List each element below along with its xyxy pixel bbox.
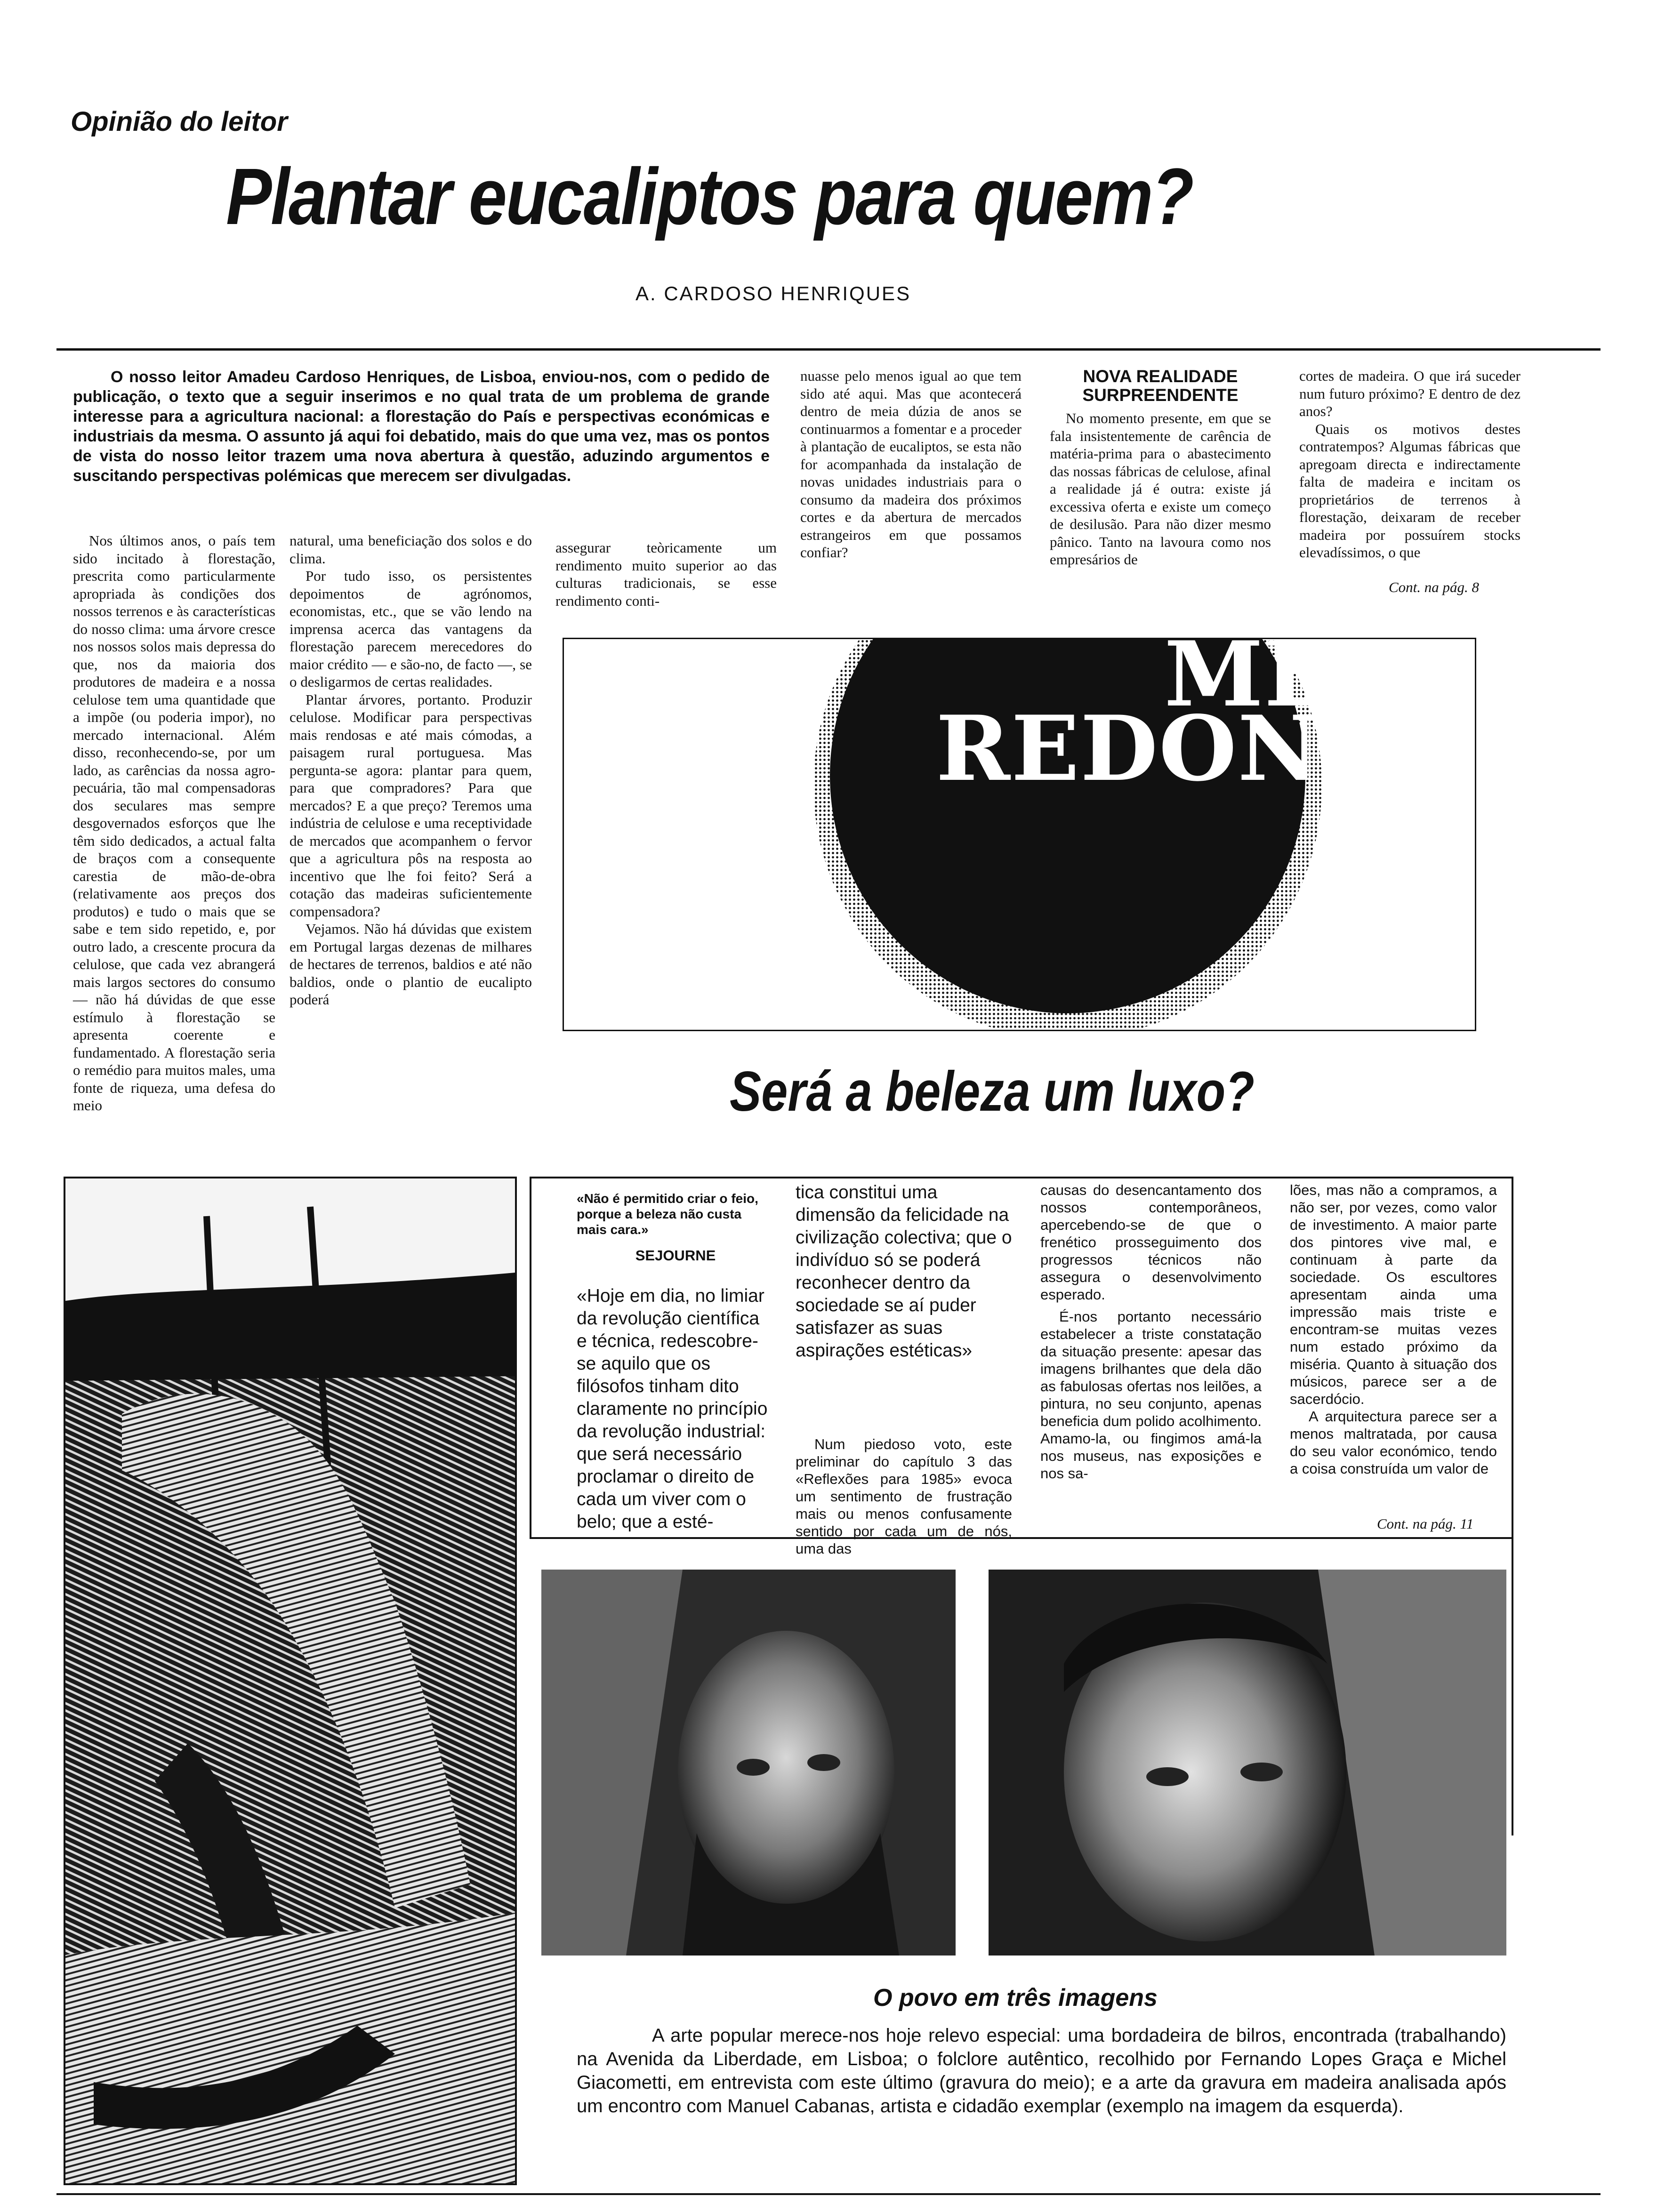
article2-column-2a: tica constitui uma dimensão da felicidade na civilização colectiva; que o indivíduo só se poderá reconhecer dentro da sociedade se aí puder satisfazer as suas aspirações estéticas» (796, 1182, 1012, 1361)
paragraph: Vejamos. Não há dúvidas que existem em Portugal largas dezenas de milhares de hectares de terrenos, baldios e até não baldios, onde o plantio de eucalipto poderá (290, 921, 532, 1008)
paragraph: Nos últimos anos, o país tem sido incitado à florestação, prescrita como particularmente apropriada às condições dos nossos terrenos e às características do nosso clima: uma árvore cresce nos nossos solos mais depressa do que, nos da maioria dos produtores de madeira e a nossa celulose tem uma quantidade que a impõe (ou poderia impor), no mercado internacional. Além disso, reconhecendo-se, por um lado, as carências da nossa agro-pecuária, tão mal compensadoras dos seculares mas sempre desgovernados esforços que lhe têm sido dedicados, a actual falta de braços com a consequente carestia de mão-de-obra (relativamente aos preços dos produtos) e tudo o mais que se sabe e tem sido repetido, e, por outro lado, a crescente procura da celulose, que cada vez abrangerá mais largos sectores do consumo — não há dúvidas de que esse estímulo à florestação se apresenta coerente e fundamentado. A florestação seria o remédio para muitos males, uma fonte de riqueza, uma defesa do meio (73, 532, 275, 1114)
paragraph: Plantar árvores, portanto. Produzir celulose. Modificar para perspectivas mais rendosas e até mais cómodas, a paisagem rural portuguesa. Mas pergunta-se agora: plantar para quem, para que compradores? Para que mercados? E a que preço? Teremos uma indústria de celulose e uma receptividade de mercados que acompanhem o fervor que a agricultura pôs na resposta ao incentivo que lhe foi feito? Será a cotação das madeiras suficientemente compensadora? (290, 691, 532, 920)
frame-top (530, 1177, 1513, 1178)
article-column-5 (1299, 367, 1520, 561)
paragraph: nuasse pelo menos igual ao que tem sido até aqui. Mas que acontecerá dentro de meia dúzia de anos se continuarmos a fomentar e a proceder à plantação de eucaliptos, se esta não for acompanhada da instalação de novas unidades industriais para o consumo da madeira dos próximos cortes e da abertura de mercados estrangeiros em que possamos confiar? (800, 368, 1022, 561)
mesa-redonda-title: MESA REDONDA (936, 638, 1469, 801)
woodcut-engraving-image (64, 1177, 517, 2185)
paragraph: Quais os motivos destes contratempos? Algumas fábricas que apregoam directa e indirectamente falta de madeira e incitam os proprietários de terrenos à florestação, deixaram de receber madeira por possuírem stocks elevadíssimos, o que (1299, 420, 1520, 561)
paragraph: No momento presente, em que se fala insistentemente de carência de matéria-prima para o abastecimento das nossas fábricas de celulose, afinal a realidade já é outra: existe já excessiva oferta e existe um começo de desilusão. Para não dizer mesmo pânico. Tanto na lavoura como nos empresários de (1050, 410, 1271, 568)
subheading: NOVA REALIDADE SURPREENDENTE (1082, 367, 1239, 405)
photo-caption-body: A arte popular merece-nos hoje relevo especial: uma bordadeira de bilros, encontrada (trabalhando) na Avenida da Liberdade, em Lisboa; o folclore autêntico, recolhido por Fernando Lopes Graça e Michel Giacometti, em entrevista com este último (gravura do meio); e a arte da gravura em madeira analisada após um encontro com Manuel Cabanas, artista e cidadão exemplar (exemplo na imagem da esquerda). (577, 2025, 1506, 2116)
section-kicker: Opinião do leitor (71, 106, 288, 137)
article2-headline: Será a beleza um luxo? (730, 1060, 1255, 1123)
article-column-1 (73, 532, 275, 1114)
paragraph: Por tudo isso, os persistentes depoimentos de agrónomos, economistas, etc., que se vão lendo na imprensa acerca das vantagens da florestação parecem merecedores do maior crédito — e são-no, de facto —, se o desligarmos de certas realidades. (290, 568, 532, 690)
article-column-2 (290, 532, 532, 1009)
paragraph: natural, uma beneficiação dos solos e do clima. (290, 532, 532, 567)
photo-caption-title: O povo em três imagens (873, 1984, 1158, 2012)
mesa-redonda-banner (563, 638, 1476, 1031)
article-column-3a (555, 539, 777, 609)
photo-graphic (989, 1570, 1506, 1956)
article-headline: Plantar eucaliptos para quem? (226, 152, 1193, 241)
article-column-4 (1050, 409, 1271, 569)
paragraph: assegurar teòricamente um rendimento muito superior ao das culturas tradicionais, se esse rendimento conti- (555, 539, 777, 609)
bottom-rule (56, 2193, 1601, 2195)
article-intro: O nosso leitor Amadeu Cardoso Henriques, de Lisboa, enviou-nos, com o pedido de publicação, o texto que a seguir inserimos e no qual trata de um problema de grande interesse para a agricultura nacional: a florestação do País e perspectivas económicas e industriais da mesma. O assunto já aqui foi debatido, mais do que uma vez, mas os pontos de vista do nosso leitor trazem uma nova abertura à questão, aduzindo argumentos e suscitando perspectivas polémicas que merecem ser divulgadas. (73, 368, 770, 485)
article-column-3b (800, 367, 1022, 561)
portrait-photo-bearded-man (541, 1570, 956, 1956)
continued-note: Cont. na pág. 11 (1377, 1515, 1474, 1532)
byline: A. CARDOSO HENRIQUES (635, 282, 911, 305)
top-rule (56, 348, 1601, 351)
woodcut-illustration (65, 1178, 515, 2183)
quote-author: SEJOURNE (635, 1247, 716, 1264)
article2-column-4: lões, mas não a compramos, a não ser, por vezes, como valor de investimento. A maior parte dos pintores vive mal, e continuam à parte da sociedade. Os escultores apresentam ainda uma impressão mais triste e encontram-se muitas vezes num estado próximo da miséria. Quanto à situação dos músicos, parece ser a de sacerdócio. A arquitectura parece ser a menos maltratada, por causa do seu valor económico, tendo a coisa construída um valor de (1290, 1182, 1497, 1477)
portrait-photo-man (989, 1570, 1506, 1956)
article2-column-1: «Hoje em dia, no limiar da revolução científica e técnica, redescobre-se aquilo que os filósofos tinham dito claramente no princípio da revolução industrial: que será necessário proclamar o direito de cada um viver com o belo; que a esté- (577, 1286, 768, 1532)
frame-right (1512, 1177, 1513, 1835)
paragraph: cortes de madeira. O que irá suceder num futuro próximo? E dentro de dez anos? (1299, 368, 1520, 419)
frame-left (530, 1177, 531, 1539)
frame-bottom (530, 1537, 1513, 1539)
continued-note: Cont. na pág. 8 (1389, 579, 1480, 595)
photo-graphic (541, 1570, 956, 1956)
article2-column-2b: Num piedoso voto, este preliminar do capítulo 3 das «Reflexões para 1985» evoca um sentimento de frustração mais ou menos confusamente sentido por cada um de nós, uma das (796, 1436, 1012, 1557)
article2-column-3: causas do desencantamento dos nossos contemporâneos, apercebendo-se de que o frenético prosseguimento dos progressos técnicos não assegura o desenvolvimento esperado. É-nos portanto necessário estabelecer a triste constatação da situação presente: apesar das imagens brilhantes que dela dão as fabulosas ofertas nos leilões, a pintura, no seu conjunto, apenas beneficia dum polido acolhimento. Amamo-la, ou fingimos amá-la nos museus, nas exposições e nos sa- (1040, 1182, 1262, 1482)
epigraph-quote: «Não é permitido criar o feio, porque a beleza não custa mais cara.» SEJOURNE (577, 1191, 774, 1263)
